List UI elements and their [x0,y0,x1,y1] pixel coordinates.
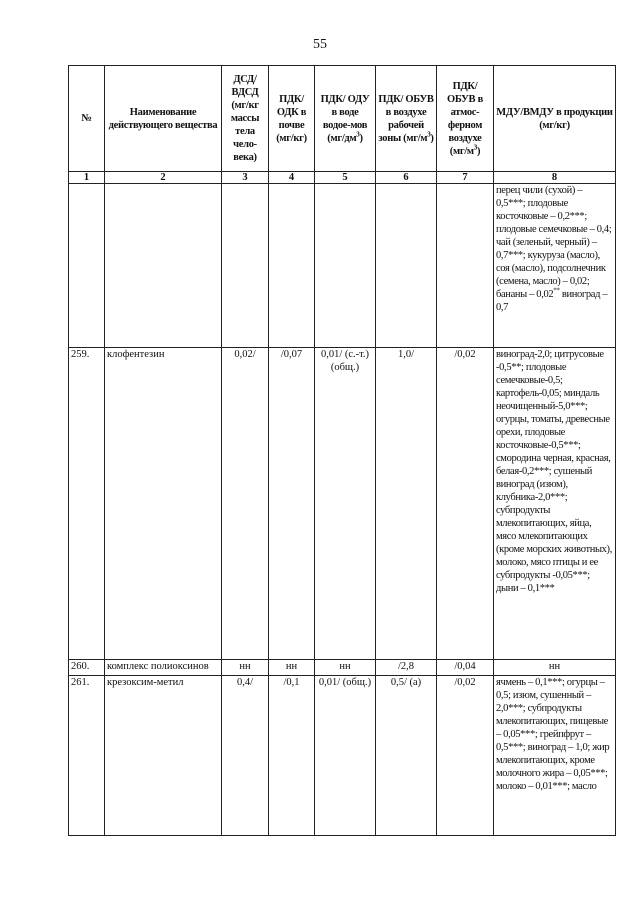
mrl-cell: перец чили (сухой) – 0,5***; плодовые косточковые – 0,2***; плодовые семечковые – 0,4; чай (зеленый, черный) – 0,7***; кукуруза (масло), соя (масло), подсолнечник (семена, масло) – 0,02; бананы – 0,02** виноград – 0,7 [494,184,616,348]
soil-value: нн [269,660,315,676]
table-row [69,348,616,660]
water-value: 0,01/ (общ.) [315,676,376,836]
substance-name: крезоксим-метил [105,676,222,836]
header-dsd: ДСД/ ВДСД (мг/кг массы тела чело-века) [222,66,269,172]
regulation-table [68,65,616,836]
row-number: 259. [69,348,105,660]
header-pdk-soil: ПДК/ ОДК в почве (мг/кг) [269,66,315,172]
column-number: 1 [69,172,105,184]
soil-value: /0,1 [269,676,315,836]
atm-air-value: /0,04 [437,660,494,676]
column-numbers-row [69,172,616,184]
column-number: 4 [269,172,315,184]
work-air-value: 0,5/ (а) [376,676,437,836]
mrl-cell: виноград-2,0; цитрусовые -0,5**; плодовые семечковые-0,5; картофель-0,05; миндаль неочищенный-5,0***; огурцы, томаты, древесные орехи, плодовые косточковые-0,5***; смородина черная, красная, белая-0,2***; сушеный виноград (изюм), клубника-2,0***; субпродукты млекопитающих, яйца, мясо млекопитающих (кроме морских животных), молоко, мясо птицы и ее субпродукты -0,05***; дыни – 0,1*** [494,348,616,660]
dsd-value: 0,02/ [222,348,269,660]
table-row-continuation [69,184,616,348]
soil-value: /0,07 [269,348,315,660]
atm-air-value: /0,02 [437,676,494,836]
table-header-row [69,66,616,172]
dsd-value: 0,4/ [222,676,269,836]
page-number: 55 [313,37,327,52]
header-pdk-water: ПДК/ ОДУ в воде водое-мов $(мг/дм^3)$ [315,66,376,172]
table-row [69,660,616,676]
column-number: 3 [222,172,269,184]
column-number: 6 [376,172,437,184]
header-num: № [69,66,105,172]
column-number: 5 [315,172,376,184]
row-number: 261. [69,676,105,836]
column-number: 2 [105,172,222,184]
mrl-cell: нн [494,660,616,676]
substance-name: комплекс полиоксинов [105,660,222,676]
substance-name: клофентезин [105,348,222,660]
work-air-value: /2,8 [376,660,437,676]
work-air-value: 1,0/ [376,348,437,660]
mrl-cell: ячмень – 0,1***; огурцы – 0,5; изюм, сушенный – 2,0***; субпродукты млекопитающих, пищевые – 0,05***; грейпфрут – 0,5***; виноград – 1,0; жир млекопитающих, кроме молочного жира – 0,05***; молоко – 0,01***; масло [494,676,616,836]
column-number: 8 [494,172,616,184]
header-pdk-work-air: ПДК/ ОБУВ в воздухе рабочей зоны $(мг/м^3)$ [376,66,437,172]
row-number: 260. [69,660,105,676]
water-value: нн [315,660,376,676]
dsd-value: нн [222,660,269,676]
column-number: 7 [437,172,494,184]
header-pdk-atm-air: ПДК/ ОБУВ в атмос-ферном воздухе $(мг/м^3)$ [437,66,494,172]
header-mrl: МДУ/ВМДУ в продукции (мг/кг) [494,66,616,172]
atm-air-value: /0,02 [437,348,494,660]
header-name: Наименование действующего вещества [105,66,222,172]
water-value: 0,01/ (с.-т.) (общ.) [315,348,376,660]
table-row [69,676,616,836]
